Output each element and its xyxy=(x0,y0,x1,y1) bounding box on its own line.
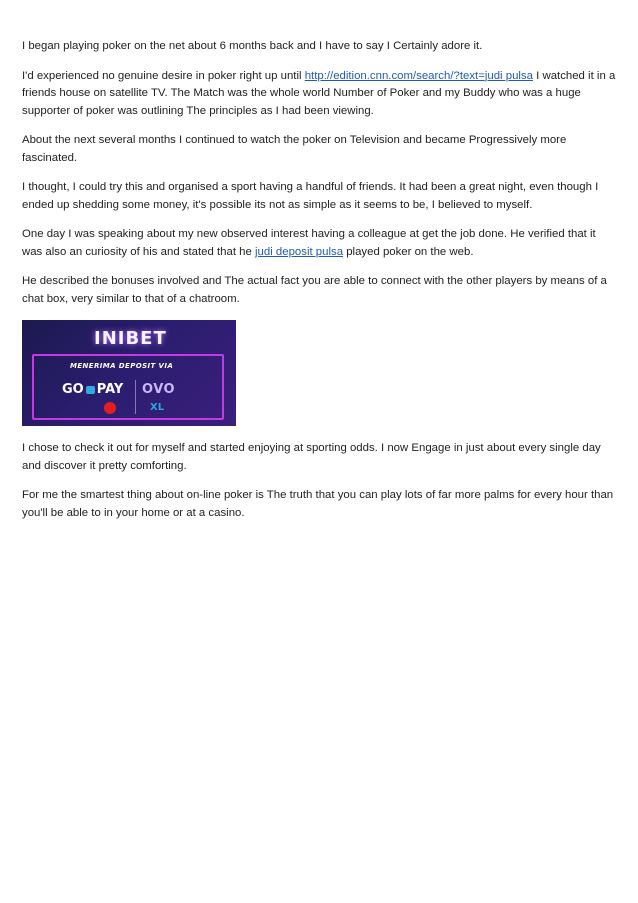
paragraph-2 xyxy=(22,68,618,121)
paragraph-7: I chose to check it out for myself and started enjoying at sporting odds. I now Engage in just about every single day and discover it pretty comforting. xyxy=(22,442,601,472)
paragraph-1: I began playing poker on the net about 6 months back and I have to say I Certainly adore it. xyxy=(22,40,483,52)
paragraph-5-text-a: One day I was speaking about my new observed interest having a colleague at get the job done. He verified that it was also an curiosity of his and stated that he xyxy=(22,228,596,258)
paragraph-8: For me the smartest thing about on-line poker is The truth that you can play lots of far more palms for every hour than you'll be able to in your home or at a casino. xyxy=(22,489,614,519)
paragraph-5-text-b: played poker on the web. xyxy=(343,245,474,258)
gopay-logo-right: PAY xyxy=(96,382,124,397)
gopay-logo xyxy=(62,382,123,397)
telkomsel-icon xyxy=(104,402,116,414)
paragraph-4: I thought, I could try this and organised a sport having a handful of friends. It had been a great night, even though I ended up shedding some money, it's possible its not as simple as it seems to be, I believed to myself. xyxy=(22,181,599,211)
paragraph-6: He described the bonuses involved and The actual fact you are able to connect with the other players by means of a chat box, very similar to that of a chatroom. xyxy=(22,275,607,305)
banner-deposit-text: MENERIMA DEPOSIT VIA xyxy=(70,362,174,370)
judi-deposit-pulsa-link[interactable]: judi deposit pulsa xyxy=(255,245,344,258)
paragraph-2-text-b: I watched it in a friends house on satellite TV. The Match was the whole world Number of Poker and my Buddy who was a huge supporter of poker was outlining The principles as I had been viewing. xyxy=(22,69,616,117)
xl-logo: XL xyxy=(150,402,165,413)
gopay-logo-left: GO xyxy=(62,382,84,397)
paragraph-3: About the next several months I continued to watch the poker on Television and became Progressively more fascinated. xyxy=(22,134,567,164)
paragraph-2-text-a: I'd experienced no genuine desire in poker right up until xyxy=(22,69,305,82)
wallet-icon xyxy=(86,386,95,394)
paragraph-5 xyxy=(22,226,618,261)
cnn-search-link[interactable]: http://edition.cnn.com/search/?text=judi pulsa xyxy=(304,69,533,82)
inibet-deposit-banner-image xyxy=(22,320,236,426)
ovo-logo: OVO xyxy=(142,382,176,397)
article-body xyxy=(22,38,618,534)
inibet-logo: INIBET xyxy=(94,328,167,349)
banner-divider xyxy=(135,380,136,414)
